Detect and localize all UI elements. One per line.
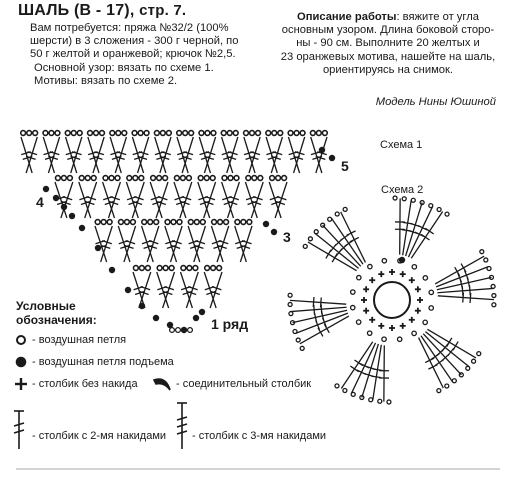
description-line-3: ны - 90 см. Выполните 20 желтых и	[296, 37, 480, 50]
chain-circle	[369, 398, 373, 402]
chain-circle	[43, 131, 48, 136]
chain-circle	[127, 176, 132, 181]
lift-dot	[69, 213, 75, 219]
chain-circle	[101, 220, 106, 225]
stitch-stroke	[435, 256, 484, 284]
chain-circle	[322, 131, 327, 136]
stitch-stroke	[362, 344, 379, 397]
chain-circle	[145, 266, 150, 271]
chain-circle	[165, 220, 170, 225]
chain-circle	[300, 346, 304, 350]
stitch-stroke	[132, 137, 143, 173]
chain-circle	[351, 392, 355, 396]
legend-heading-line-1: Условные	[16, 299, 76, 313]
lift-dot	[125, 287, 131, 293]
chain-circle	[393, 196, 397, 200]
chain-circle	[316, 131, 321, 136]
chain-circle	[288, 131, 293, 136]
chain-circle	[437, 389, 441, 393]
chain-circle	[103, 176, 108, 181]
chain-circle	[382, 337, 386, 341]
chain-circle	[169, 266, 174, 271]
stitch-tick	[428, 365, 437, 369]
stitch-stroke	[425, 332, 469, 367]
title-text: ШАЛЬ (В - 17),	[18, 2, 135, 19]
stitch-tick	[463, 293, 464, 303]
slip-stitch-icon	[154, 379, 170, 390]
chain-circle	[411, 198, 415, 202]
stitch-stroke	[93, 137, 104, 173]
legend-sc-label: - столбик без накида	[32, 378, 138, 390]
description-line-2: основным узором. Длина боковой сторо-	[281, 24, 495, 37]
stitch-tick	[470, 293, 471, 303]
chain-circle	[357, 275, 361, 279]
double-crochet-2-icon	[14, 411, 24, 449]
chain-circle	[27, 131, 32, 136]
chain-circle	[68, 176, 73, 181]
chain-circle	[211, 131, 216, 136]
chain-circle	[170, 328, 175, 333]
chain-circle	[235, 220, 240, 225]
chain-stitch-icon	[17, 336, 25, 344]
stitch-stroke	[288, 137, 299, 173]
chain-circle	[187, 176, 192, 181]
single-crochet-icon	[15, 378, 27, 390]
center-ring	[374, 282, 410, 318]
description-label: Описание работы	[297, 11, 397, 23]
chain-circle	[402, 197, 406, 201]
chain-circle	[133, 176, 138, 181]
lift-chain-icon	[17, 358, 26, 367]
stitch-tick	[421, 234, 429, 240]
stitch-stroke	[227, 137, 238, 173]
chain-circle	[452, 379, 456, 383]
stitch-tick	[313, 297, 314, 307]
lift-dot	[271, 229, 277, 235]
chain-circle	[71, 131, 76, 136]
chain-circle	[335, 384, 339, 388]
chain-circle	[294, 131, 299, 136]
lift-dot	[399, 257, 405, 263]
chain-circle	[166, 131, 171, 136]
materials-line-3: 50 г желтой и оранжевой; крючок №2,5.	[30, 48, 236, 61]
chain-circle	[423, 276, 427, 280]
model-credit: Модель Нины Юшиной	[375, 96, 496, 108]
chain-circle	[335, 212, 339, 216]
stitch-stroke	[291, 307, 347, 311]
chain-circle	[77, 131, 82, 136]
chain-circle	[241, 220, 246, 225]
chain-circle	[429, 306, 433, 310]
chain-circle	[199, 131, 204, 136]
stitch-stroke	[43, 137, 54, 173]
stitch-stroke	[244, 137, 255, 173]
stitch-stroke	[437, 288, 493, 292]
chain-circle	[79, 176, 84, 181]
stitch-tick	[347, 231, 356, 235]
lift-dot	[153, 315, 159, 321]
chain-circle	[62, 176, 67, 181]
stitch-stroke	[110, 137, 121, 173]
chain-circle	[368, 264, 372, 268]
lift-dot	[95, 245, 101, 251]
chain-circle	[282, 176, 287, 181]
chain-circle	[303, 244, 307, 248]
chain-circle	[397, 337, 401, 341]
chain-circle	[217, 266, 222, 271]
stitch-stroke	[48, 137, 59, 173]
stitch-tick	[354, 360, 362, 366]
legend-lift-chain-label: - воздушная петля подъема	[32, 356, 174, 368]
materials-line-2: шерсти) в 3 сложения - 300 г черной, по	[30, 35, 239, 48]
chain-circle	[132, 131, 137, 136]
chain-circle	[142, 220, 147, 225]
chain-circle	[288, 302, 292, 306]
lift-dot	[61, 204, 67, 210]
chain-circle	[163, 266, 168, 271]
stitch-stroke	[266, 137, 277, 173]
chain-circle	[227, 131, 232, 136]
chain-circle	[115, 176, 120, 181]
chain-circle	[343, 388, 347, 392]
stitch-stroke	[88, 137, 99, 173]
stitch-stroke	[406, 203, 423, 256]
stitch-stroke	[403, 200, 412, 255]
chain-circle	[387, 400, 391, 404]
chain-circle	[212, 220, 217, 225]
chain-circle	[33, 131, 38, 136]
chain-circle	[480, 250, 484, 254]
chain-circle	[55, 131, 60, 136]
stitch-stroke	[315, 233, 359, 268]
chain-circle	[154, 131, 159, 136]
chain-circle	[429, 204, 433, 208]
description-line-4: 23 оранжевых мотива, нашейте на шаль,	[280, 50, 496, 63]
stitch-stroke	[199, 137, 210, 173]
stitch-stroke	[26, 137, 37, 173]
chain-circle	[272, 131, 277, 136]
chain-circle	[181, 266, 186, 271]
chain-circle	[314, 230, 318, 234]
chain-circle	[177, 131, 182, 136]
chain-circle	[296, 338, 300, 342]
materials-line-1: Вам потребуется: пряжа №32/2 (100%	[30, 22, 229, 34]
chain-circle	[95, 220, 100, 225]
legend-symbols	[14, 336, 187, 449]
chain-circle	[412, 331, 416, 335]
stitch-stroke	[21, 137, 32, 173]
stitch-stroke	[182, 137, 193, 173]
page-reference: стр. 7.	[139, 2, 187, 19]
chain-circle	[56, 176, 61, 181]
chain-circle	[188, 220, 193, 225]
stitch-tick	[425, 228, 433, 234]
chain-circle	[356, 320, 360, 324]
stitch-stroke	[66, 137, 77, 173]
chain-circle	[221, 131, 226, 136]
chain-circle	[91, 176, 96, 181]
chain-circle	[133, 266, 138, 271]
chain-circle	[139, 176, 144, 181]
stitch-stroke	[308, 242, 357, 271]
double-crochet-3-icon	[177, 403, 187, 449]
chain-circle	[218, 220, 223, 225]
chain-circle	[288, 293, 292, 297]
legend-dc2-label: - столбик с 2-мя накидами	[32, 430, 167, 442]
chain-circle	[183, 131, 188, 136]
lift-dot	[263, 221, 269, 227]
chain-circle	[21, 131, 26, 136]
stitch-stroke	[271, 137, 282, 173]
chain-circle	[246, 176, 251, 181]
chain-circle	[119, 220, 124, 225]
chain-circle	[367, 331, 371, 335]
chain-circle	[188, 328, 193, 333]
pattern-motifs: Мотивы: вязать по схеме 2.	[34, 74, 178, 87]
chain-circle	[247, 220, 252, 225]
chain-circle	[205, 131, 210, 136]
stitch-stroke	[160, 137, 171, 173]
chain-circle	[157, 266, 162, 271]
chain-circle	[258, 176, 263, 181]
chain-circle	[194, 220, 199, 225]
stitch-stroke	[300, 316, 349, 344]
description-line-5: ориентируясь на снимок.	[322, 63, 454, 76]
chain-circle	[244, 131, 249, 136]
chain-circle	[445, 212, 449, 216]
chain-circle	[193, 266, 198, 271]
stitch-stroke	[249, 137, 260, 173]
chain-circle	[187, 266, 192, 271]
chain-circle	[163, 176, 168, 181]
stitch-stroke	[438, 296, 494, 300]
chain-circle	[343, 207, 347, 211]
chain-circle	[65, 131, 70, 136]
chain-circle	[88, 131, 93, 136]
chain-circle	[109, 176, 114, 181]
chain-circle	[423, 320, 427, 324]
stitch-stroke	[311, 137, 322, 173]
lift-dot	[79, 225, 85, 231]
chain-circle	[487, 267, 491, 271]
row-label-3: 3	[283, 229, 291, 245]
chain-circle	[107, 220, 112, 225]
chain-circle	[138, 131, 143, 136]
stitch-tick	[350, 366, 358, 372]
chain-circle	[289, 312, 293, 316]
chain-circle	[131, 220, 136, 225]
chain-circle	[85, 176, 90, 181]
legend-dc3-label: - столбик с 3-мя накидами	[192, 430, 327, 442]
chain-circle	[139, 266, 144, 271]
chain-circle	[351, 290, 355, 294]
stitch-stroke	[71, 137, 82, 173]
chain-circle	[484, 258, 488, 262]
chain-circle	[308, 237, 312, 241]
chain-circle	[211, 266, 216, 271]
chain-circle	[116, 131, 121, 136]
chain-circle	[445, 384, 449, 388]
chain-circle	[228, 176, 233, 181]
chain-circle	[205, 266, 210, 271]
pattern-main: Основной узор: вязать по схеме 1.	[34, 61, 214, 74]
chain-circle	[157, 176, 162, 181]
chain-circle	[175, 176, 180, 181]
chain-circle	[491, 284, 495, 288]
stitch-stroke	[427, 329, 476, 358]
lift-dot	[319, 147, 325, 153]
chain-circle	[198, 176, 203, 181]
chain-circle	[351, 305, 355, 309]
chain-circle	[94, 131, 99, 136]
chain-circle	[222, 176, 227, 181]
scheme-2-flower-motif	[288, 196, 496, 404]
scheme-1-label: Схема 1	[380, 139, 423, 151]
chain-circle	[278, 131, 283, 136]
chain-circle	[234, 176, 239, 181]
legend-chain-label: - воздушная петля	[32, 334, 127, 346]
chain-circle	[310, 131, 315, 136]
chain-circle	[110, 131, 115, 136]
chain-circle	[224, 220, 229, 225]
stitch-stroke	[294, 137, 305, 173]
chain-circle	[270, 176, 275, 181]
lift-dot	[109, 267, 115, 273]
stitch-stroke	[316, 137, 327, 173]
stitch-stroke	[138, 137, 149, 173]
stitch-stroke	[290, 300, 346, 304]
lift-dot	[329, 155, 335, 161]
chain-circle	[472, 359, 476, 363]
stitch-stroke	[373, 345, 382, 400]
chain-circle	[122, 131, 127, 136]
chain-circle	[233, 131, 238, 136]
chain-circle	[210, 176, 215, 181]
stitch-tick	[321, 297, 322, 307]
lift-dot	[199, 309, 205, 315]
chain-circle	[300, 131, 305, 136]
chain-circle	[148, 220, 153, 225]
legend-heading-line-2: обозначения:	[16, 313, 97, 327]
stitch-stroke	[115, 137, 126, 173]
chain-circle	[200, 220, 205, 225]
legend-slip-label: - соединительный столбик	[176, 378, 312, 390]
chain-circle	[378, 399, 382, 403]
chain-circle	[125, 220, 130, 225]
chain-circle	[252, 176, 257, 181]
chain-circle	[276, 176, 281, 181]
chain-circle	[250, 131, 255, 136]
row-label-4: 4	[36, 194, 44, 210]
stitch-tick	[425, 358, 434, 362]
chain-circle	[181, 176, 186, 181]
chain-circle	[160, 131, 165, 136]
chain-circle	[477, 352, 481, 356]
row-label-1: 1 ряд	[211, 316, 249, 332]
chain-circle	[49, 131, 54, 136]
scheme-2-label: Схема 2	[381, 184, 424, 196]
chain-circle	[492, 294, 496, 298]
chain-circle	[328, 217, 332, 221]
chain-circle	[151, 176, 156, 181]
stitch-stroke	[177, 137, 188, 173]
chain-circle	[466, 366, 470, 370]
chain-circle	[204, 176, 209, 181]
chain-circle	[256, 131, 261, 136]
lift-dot	[43, 186, 49, 192]
lift-dot	[193, 315, 199, 321]
chain-circle	[429, 290, 433, 294]
chain-circle	[437, 208, 441, 212]
chain-circle	[154, 220, 159, 225]
description-line-1: : вяжите от угла	[396, 11, 479, 23]
chain-circle	[171, 220, 176, 225]
chain-circle	[293, 329, 297, 333]
lift-dot	[53, 195, 59, 201]
stitch-stroke	[222, 137, 233, 173]
chain-circle	[144, 131, 149, 136]
chain-circle	[382, 259, 386, 263]
chain-circle	[177, 220, 182, 225]
row-label-5: 5	[341, 158, 349, 174]
chain-circle	[492, 303, 496, 307]
chain-circle	[412, 265, 416, 269]
stitch-stroke	[155, 137, 166, 173]
lift-dot	[139, 303, 145, 309]
stitch-tick	[350, 237, 359, 241]
chain-circle	[189, 131, 194, 136]
chain-circle	[100, 131, 105, 136]
stitch-stroke	[204, 137, 215, 173]
chain-circle	[266, 131, 271, 136]
chain-circle	[176, 328, 181, 333]
